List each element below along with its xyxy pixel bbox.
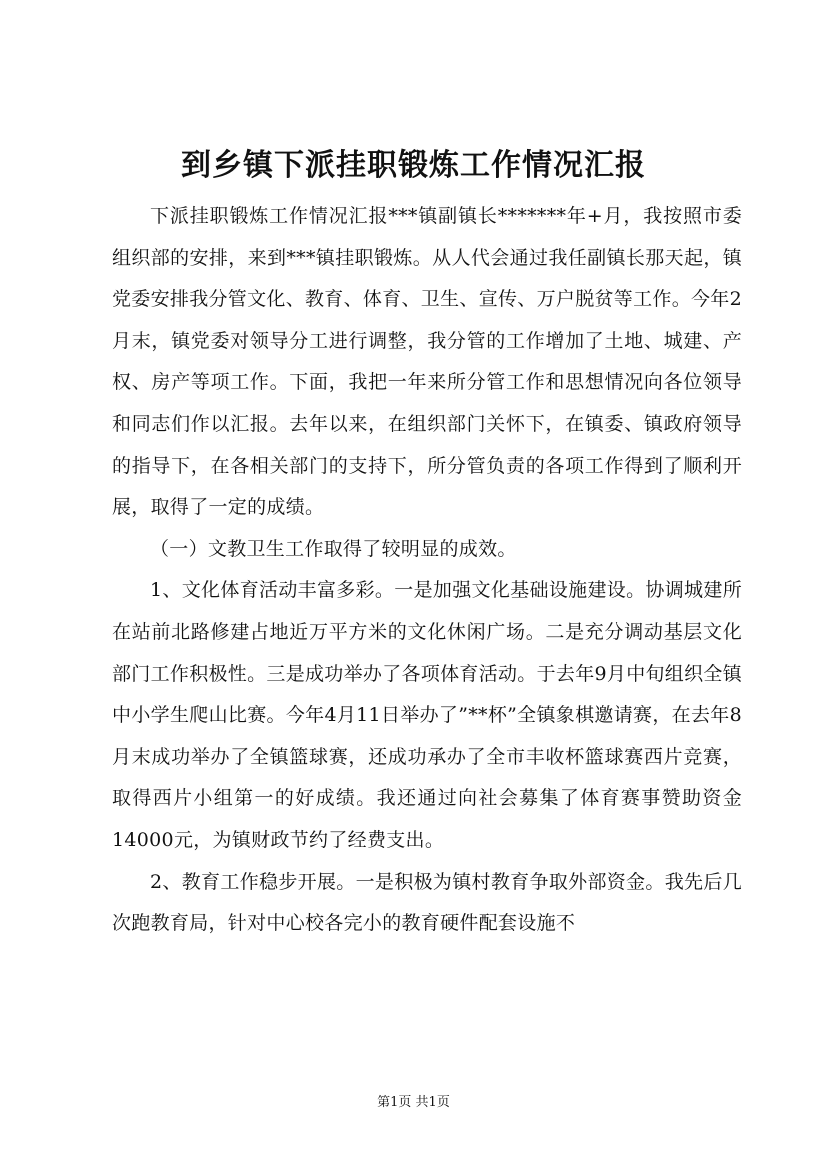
page-footer: 第1页 共1页	[377, 1095, 450, 1110]
document-title: 到乡镇下派挂职锻炼工作情况汇报	[181, 148, 646, 183]
paragraph-section-heading: （一）文教卫生工作取得了较明显的成效。	[150, 537, 517, 560]
paragraph-intro: 下派挂职锻炼工作情况汇报***镇副镇长*******年+月，我按照市委组织部的安排，来到***镇挂职锻炼。从人代会通过我任副镇长那天起，镇党委安排我分管文化、教育、体育、卫生、宣传、万户脱贫等工作。今年2月末，镇党委对领导分工进行调整，我分管的工作增加了土地、城建、产权、房产等项工作。下面，我把一年来所分管工作和思想情况向各位领导和同志们作以汇报。去年以来，在组织部门关怀下，在镇委、镇政府领导的指导下，在各相关部门的支持下，所分管负责的各项工作得到了顺利开展，取得了一定的成绩。	[112, 205, 742, 519]
paragraph-culture-sports: 1、文化体育活动丰富多彩。一是加强文化基础设施建设。协调城建所在站前北路修建占地近万平方米的文化休闲广场。二是充分调动基层文化部门工作积极性。三是成功举办了各项体育活动。于去年9月中旬组织全镇中小学生爬山比赛。今年4月11日举办了”**杯”全镇象棋邀请赛，在去年8月末成功举办了全镇篮球赛，还成功承办了全市丰收杯篮球赛西片竞赛，取得西片小组第一的好成绩。我还通过向社会募集了体育赛事赞助资金14000元，为镇财政节约了经费支出。	[112, 579, 742, 851]
document-body	[112, 196, 742, 945]
paragraph-education: 2、教育工作稳步开展。一是积极为镇村教育争取外部资金。我先后几次跑教育局，针对中心校各完小的教育硬件配套设施不	[112, 870, 742, 935]
